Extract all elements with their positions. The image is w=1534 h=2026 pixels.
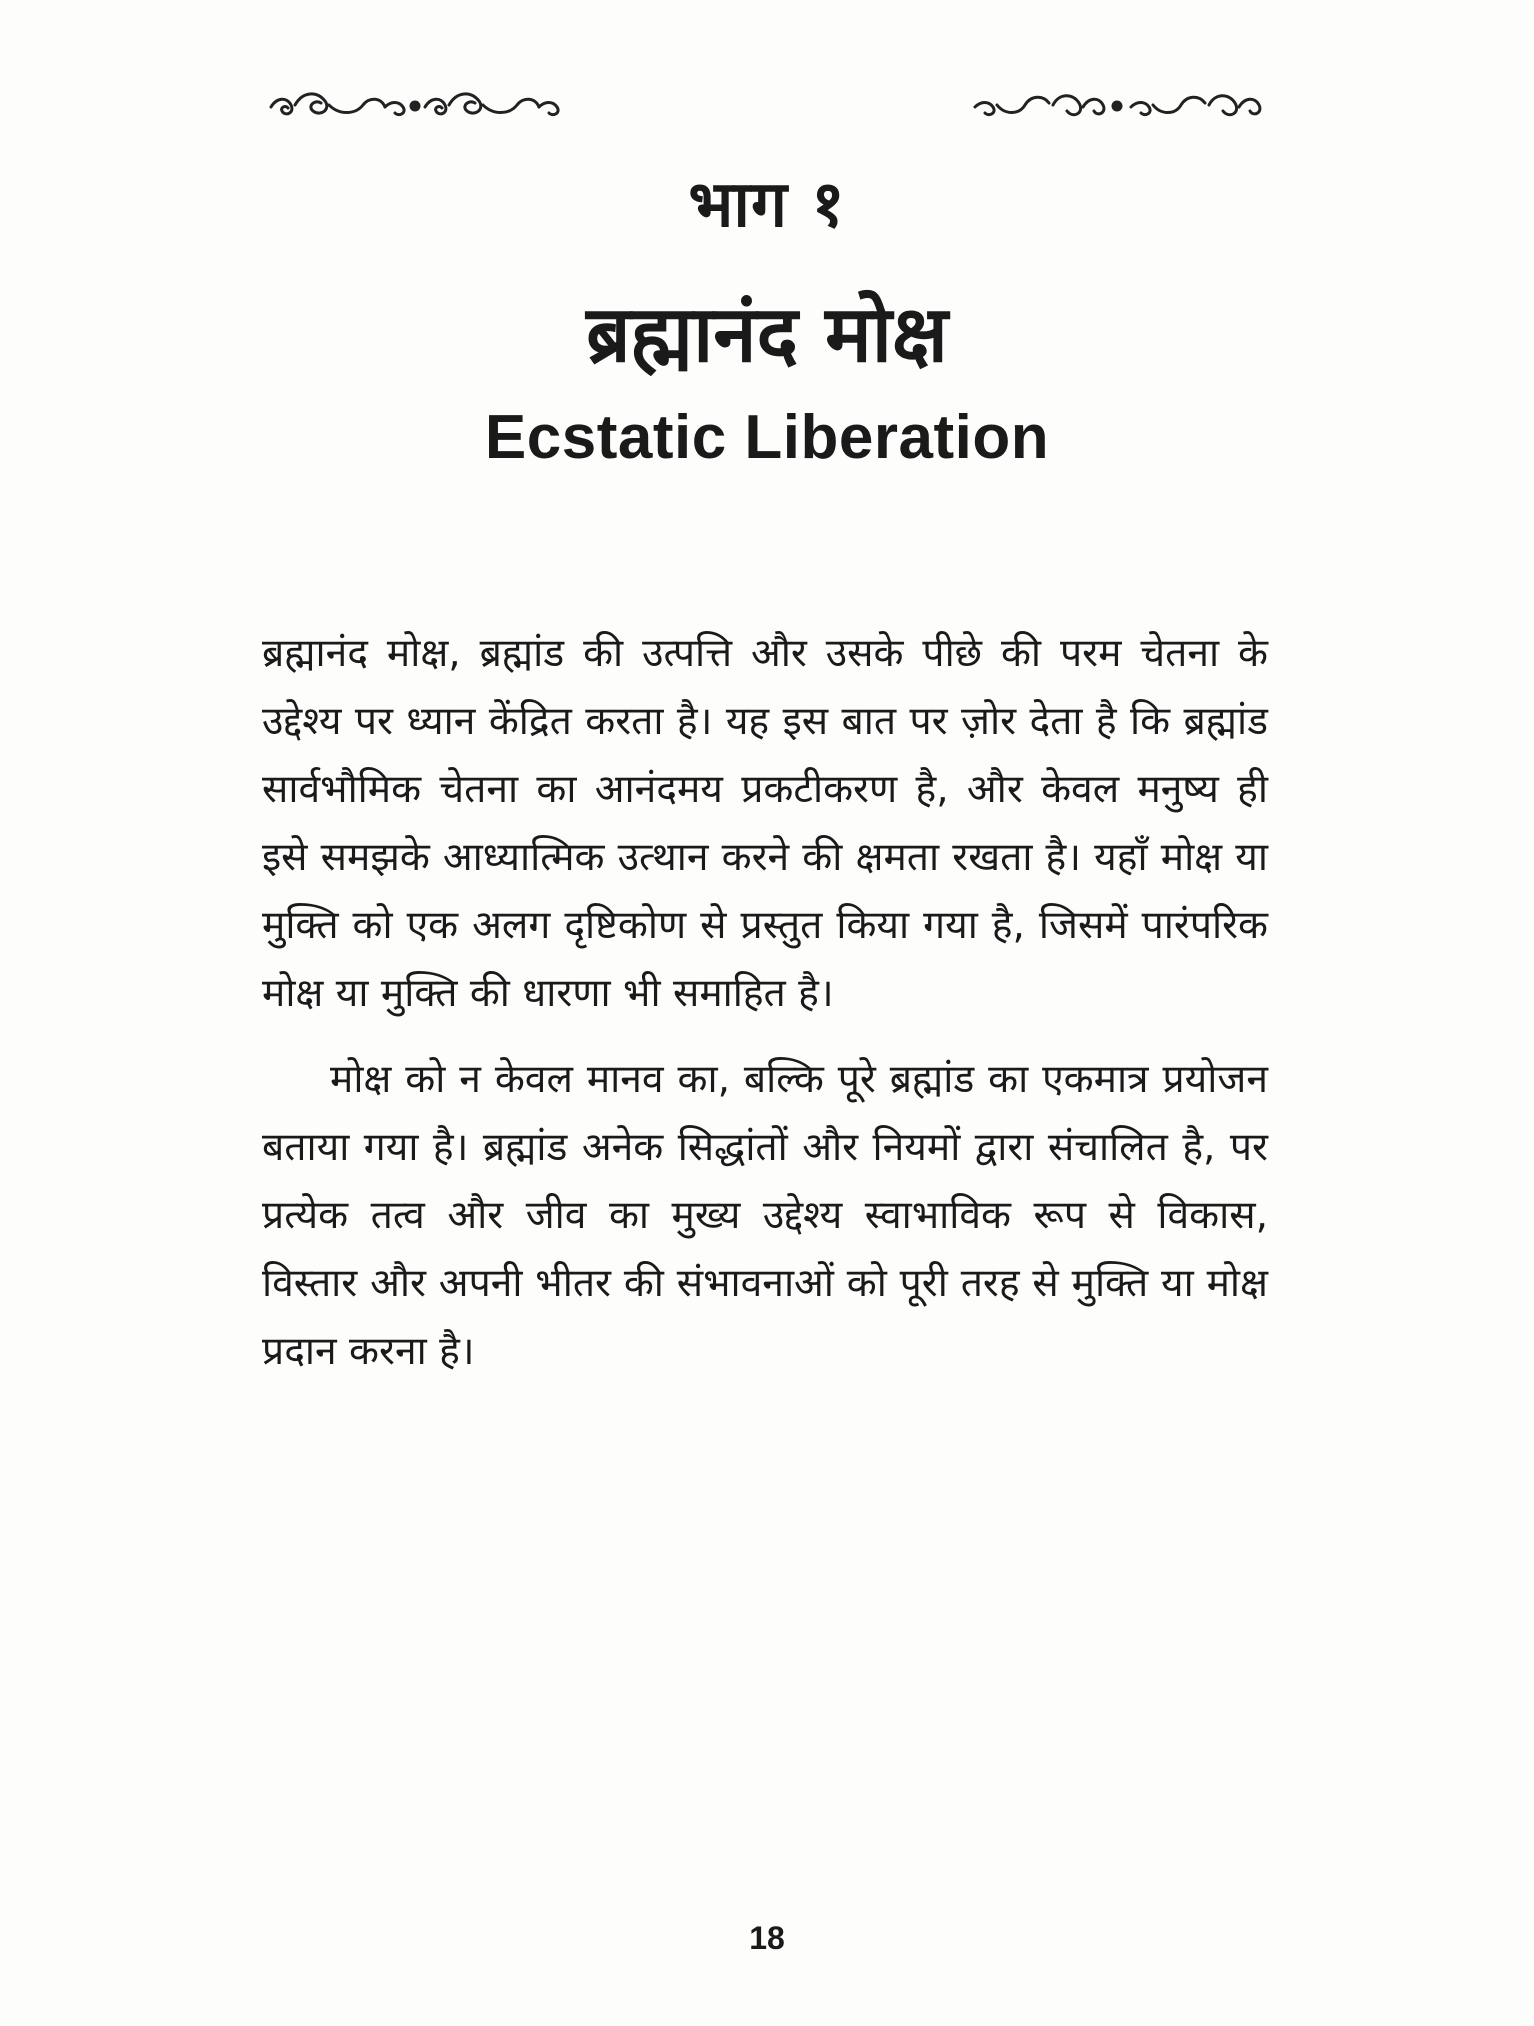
flourish-ornament-right-icon xyxy=(965,85,1270,125)
paragraph-2: मोक्ष को न केवल मानव का, बल्कि पूरे ब्रह्मांड का एकमात्र प्रयोजन बताया गया है। ब्रह्मांड अनेक सिद्धांतों और नियमों द्वारा संचालित है, पर प्रत्येक तत्व और जीव का मुख्य उद्देश्य स्वाभाविक रूप से विकास, विस्तार और अपनी भीतर की संभावनाओं को पूरी तरह से मुक्ति या मोक्ष प्रदान करना है। xyxy=(262,1057,1268,1374)
flourish-ornament-left-icon xyxy=(265,85,570,125)
page-number: 18 xyxy=(749,1920,785,1956)
chapter-title-hindi: ब्रह्मानंद मोक्ष xyxy=(586,290,948,380)
chapter-title-english: Ecstatic Liberation xyxy=(484,403,1050,472)
paragraph-1: ब्रह्मानंद मोक्ष, ब्रह्मांड की उत्पत्ति और उसके पीछे की परम चेतना के उद्देश्य पर ध्यान केंद्रित करता है। यह इस बात पर ज़ोर देता है कि ब्रह्मांड सार्वभौमिक चेतना का आनंदमय प्रकटीकरण है, और केवल मनुष्य ही इसे समझके आध्यात्मिक उत्थान करने की क्षमता रखता है। यहाँ मोक्ष या मुक्ति को एक अलग दृष्टिकोण से प्रस्तुत किया गया है, जिसमें पारंपरिक मोक्ष या मुक्ति की धारणा भी समाहित है। xyxy=(262,631,1268,1016)
body-text xyxy=(262,620,1268,1404)
part-label: भाग १ xyxy=(688,168,846,242)
